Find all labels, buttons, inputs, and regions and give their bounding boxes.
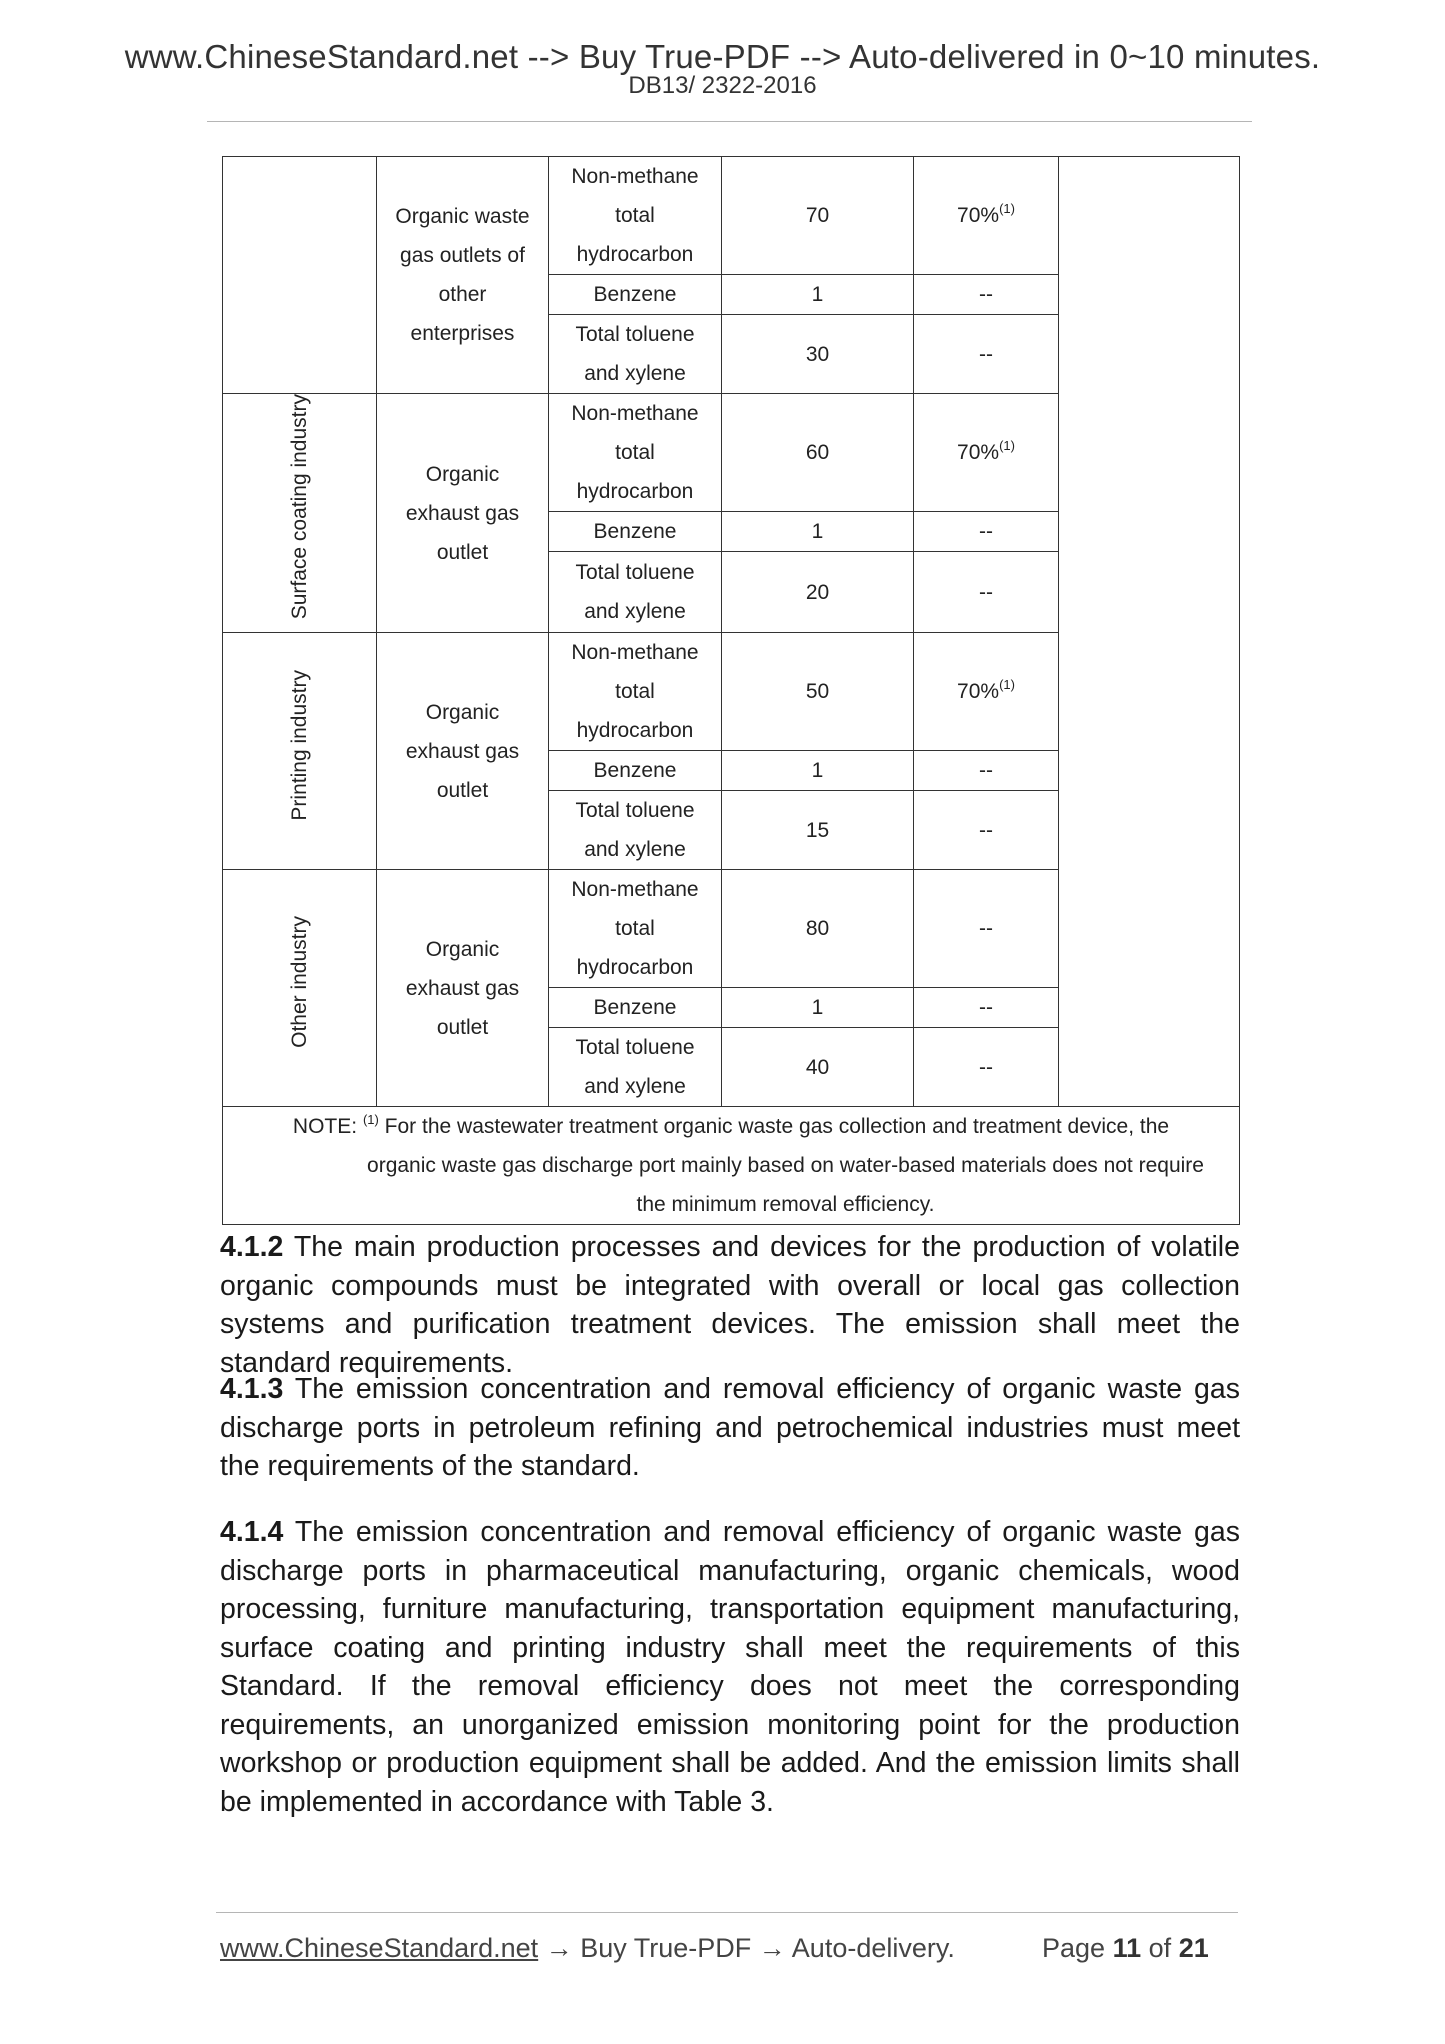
pollutant-cell: Total toluene and xylene bbox=[549, 552, 722, 633]
table-note-row bbox=[223, 1107, 1240, 1225]
pollutant-cell: Benzene bbox=[549, 988, 722, 1028]
arrow-icon: → bbox=[758, 1933, 786, 1963]
standard-number: DB13/ 2322-2016 bbox=[628, 72, 817, 99]
header-banner: www.ChineseStandard.net --> Buy True-PDF --> Auto-delivered in 0~10 minutes. bbox=[124, 38, 1321, 75]
efficiency-cell: -- bbox=[914, 552, 1059, 633]
efficiency-cell: -- bbox=[914, 512, 1059, 552]
pollutant-cell: Total toluene and xylene bbox=[549, 1028, 722, 1107]
limit-cell: 40 bbox=[722, 1028, 914, 1107]
outlet-cell: Organic waste gas outlets of other enterprises bbox=[377, 157, 549, 394]
pollutant-cell: Non-methane total hydrocarbon bbox=[549, 157, 722, 275]
limit-cell: 1 bbox=[722, 275, 914, 315]
industry-cell bbox=[223, 157, 377, 394]
limit-cell: 30 bbox=[722, 315, 914, 394]
pollutant-cell: Non-methane total hydrocarbon bbox=[549, 633, 722, 751]
efficiency-cell: 70%$^{(1)}$ bbox=[914, 394, 1059, 512]
limit-cell: 50 bbox=[722, 633, 914, 751]
outlet-cell: Organic exhaust gas outlet bbox=[377, 870, 549, 1107]
footer-left bbox=[220, 1933, 955, 1964]
pollutant-cell: Non-methane total hydrocarbon bbox=[549, 394, 722, 512]
pollutant-cell: Benzene bbox=[549, 512, 722, 552]
page-number: Page 11 of 21 bbox=[1042, 1933, 1209, 1963]
efficiency-cell: -- bbox=[914, 791, 1059, 870]
paragraph-4-1-3: 4.1.3 The emission concentration and removal efficiency of organic waste gas discharge ports in petroleum refining and petrochemical industries must meet the requirements of the standard. bbox=[220, 1373, 1240, 1482]
pollutant-cell: Total toluene and xylene bbox=[549, 315, 722, 394]
pollutant-cell: Benzene bbox=[549, 275, 722, 315]
efficiency-cell: -- bbox=[914, 275, 1059, 315]
outlet-cell: Organic exhaust gas outlet bbox=[377, 394, 549, 633]
efficiency-cell: -- bbox=[914, 870, 1059, 988]
industry-cell: Other industry bbox=[223, 870, 377, 1107]
industry-cell: Surface coating industry bbox=[223, 394, 377, 633]
footer-delivery-text: Auto-delivery. bbox=[791, 1933, 955, 1963]
efficiency-cell: -- bbox=[914, 751, 1059, 791]
blank-column bbox=[1059, 157, 1240, 1107]
industry-cell: Printing industry bbox=[223, 633, 377, 870]
limit-cell: 1 bbox=[722, 988, 914, 1028]
pollutant-cell: Benzene bbox=[549, 751, 722, 791]
paragraph-4-1-2: 4.1.2 The main production processes and devices for the production of volatile organic compounds must be integrated with overall or local gas collection systems and purification treatment devices. The emission shall meet the standard requirements. bbox=[220, 1231, 1240, 1379]
footer-divider bbox=[216, 1912, 1238, 1913]
arrow-icon: → bbox=[545, 1933, 573, 1963]
table-row bbox=[223, 157, 1240, 197]
limit-cell: 1 bbox=[722, 751, 914, 791]
efficiency-cell: -- bbox=[914, 1028, 1059, 1107]
emission-limits-table bbox=[222, 156, 1240, 1225]
footer-site-link[interactable]: www.ChineseStandard.net bbox=[220, 1933, 539, 1963]
limit-cell: 60 bbox=[722, 394, 914, 512]
efficiency-cell: 70%$^{(1)}$ bbox=[914, 633, 1059, 751]
paragraph-4-1-4: 4.1.4 The emission concentration and removal efficiency of organic waste gas discharge ports in pharmaceutical manufacturing, organic chemicals, wood processing, furniture manufacturing, transportation equipment manufacturing, surface coating and printing industry shall meet the requirements of this Standard. If the removal efficiency does not meet the corresponding requirements, an unorganized emission monitoring point for the production workshop or production equipment shall be added. And the emission limits shall be implemented in accordance with Table 3. bbox=[220, 1516, 1240, 1818]
pollutant-cell: Non-methane total hydrocarbon bbox=[549, 870, 722, 988]
table-note: NOTE: $^{(1)}$ For the wastewater treatment organic waste gas collection and treatment device, the organic waste gas discharge port mainly based on water-based materials does not require the minimum removal efficiency. bbox=[223, 1107, 1240, 1225]
limit-cell: 80 bbox=[722, 870, 914, 988]
footer-buy-text: Buy True-PDF bbox=[580, 1933, 752, 1963]
efficiency-cell: 70%$^{(1)}$ bbox=[914, 157, 1059, 275]
efficiency-cell: -- bbox=[914, 988, 1059, 1028]
header-divider bbox=[207, 121, 1252, 122]
limit-cell: 70 bbox=[722, 157, 914, 275]
limit-cell: 15 bbox=[722, 791, 914, 870]
limit-cell: 20 bbox=[722, 552, 914, 633]
outlet-cell: Organic exhaust gas outlet bbox=[377, 633, 549, 870]
limit-cell: 1 bbox=[722, 512, 914, 552]
pollutant-cell: Total toluene and xylene bbox=[549, 791, 722, 870]
efficiency-cell: -- bbox=[914, 315, 1059, 394]
